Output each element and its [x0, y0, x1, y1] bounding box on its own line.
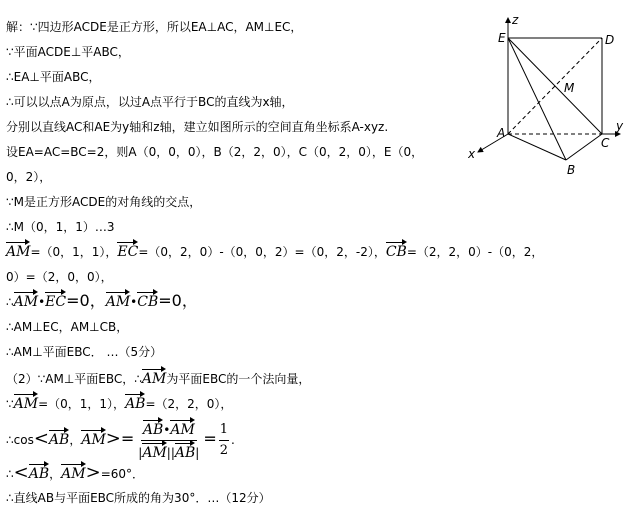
- line-4: ∴可以以点A为原点，以过A点平行于BC的直线为x轴，: [6, 95, 294, 109]
- equals-symbol: =: [120, 429, 135, 448]
- vector-ab: AB: [175, 441, 195, 460]
- label-x: x: [468, 147, 476, 161]
- line-18-result: =60°．: [100, 467, 145, 481]
- label-a: A: [497, 126, 506, 140]
- edge-eb: [508, 38, 566, 160]
- vector-ec: EC: [117, 240, 138, 259]
- line-13: ∴AM⊥EC，AM⊥CB，: [6, 320, 129, 334]
- line-10: [6, 240, 543, 260]
- line-12-therefore: ∴: [6, 295, 14, 309]
- line-12-result-a: =0，: [66, 291, 106, 310]
- line-18: [6, 462, 144, 482]
- vector-ab: AB: [29, 462, 49, 481]
- cosine-fraction: [136, 418, 201, 463]
- line-6: 设EA=AC=BC=2，则A（0，0，0），B（2，2，0），C（0，2，0），E（0，: [6, 145, 424, 159]
- vector-ab: AB: [125, 392, 145, 411]
- vector-am: AM: [170, 418, 194, 437]
- geometry-figure: [468, 12, 628, 192]
- comma-symbol: ，: [49, 467, 62, 481]
- line-15-part-b: 为平面EBC的一个法向量，: [166, 372, 311, 386]
- line-16-because: ∵: [6, 397, 14, 411]
- right-angle-bracket: >: [105, 428, 121, 449]
- vector-ec: EC: [45, 290, 66, 309]
- line-10-part-b: =（0，2，0）-（0，0，2）=（0，2，-2），: [138, 245, 386, 259]
- line-17-cos: ∴cos: [6, 433, 34, 447]
- label-y: y: [616, 119, 624, 133]
- line-10-part-a: =（0，1，1），: [30, 245, 118, 259]
- vector-am: AM: [14, 290, 38, 309]
- line-15: [6, 367, 310, 387]
- label-z: z: [512, 13, 519, 27]
- line-1: 解：∵四边形ACDE是正方形，所以EA⊥AC，AM⊥EC，: [6, 20, 303, 34]
- line-14: ∴AM⊥平面EBC． …（5分）: [6, 345, 163, 359]
- left-angle-bracket: <: [13, 462, 29, 483]
- vector-cb: CB: [386, 240, 407, 259]
- vector-am: AM: [106, 290, 130, 309]
- label-c: C: [601, 136, 610, 150]
- comma-symbol: ，: [69, 433, 82, 447]
- label-e: E: [498, 31, 506, 45]
- vector-am: AM: [142, 367, 166, 386]
- line-16-part-c: =（2，2，0），: [145, 397, 233, 411]
- edge-cb: [566, 134, 602, 160]
- right-angle-bracket: >: [85, 462, 101, 483]
- vector-ab: AB: [49, 428, 69, 447]
- line-19: ∴直线AB与平面EBC所成的角为30°．…（12分）: [6, 491, 271, 505]
- vector-am: AM: [142, 441, 166, 460]
- edge-ab: [508, 134, 566, 160]
- line-9: ∴M（0，1，1）…3: [6, 220, 115, 234]
- line-17: [6, 418, 235, 463]
- vector-cb: CB: [137, 290, 158, 309]
- vector-am: AM: [6, 240, 30, 259]
- one-half-fraction: [219, 420, 229, 461]
- vector-am: AM: [81, 428, 105, 447]
- vector-am: AM: [14, 392, 38, 411]
- line-12: [6, 290, 198, 310]
- equals-symbol: =: [203, 429, 217, 448]
- line-16-part-b: =（0，1，1），: [38, 397, 126, 411]
- line-10-part-c: =（2，2，0）-（0，2，: [406, 245, 544, 259]
- left-angle-bracket: <: [33, 428, 49, 449]
- dot-symbol: •: [38, 295, 46, 309]
- line-2: ∵平面ACDE⊥平ABC，: [6, 45, 130, 59]
- fraction-numerator: [141, 418, 197, 441]
- line-8: ∵M是正方形ACDE的对角线的交点，: [6, 195, 202, 209]
- line-15-part-a: （2）∵AM⊥平面EBC，∴: [6, 372, 142, 386]
- period-symbol: .: [231, 433, 235, 447]
- line-12-result-b: =0，: [158, 291, 198, 310]
- label-m: M: [564, 81, 575, 95]
- vector-am: AM: [61, 462, 85, 481]
- vector-ab: AB: [143, 418, 163, 437]
- line-16: [6, 392, 232, 412]
- line-5: 分别以直线AC和AE为y轴和z轴，建立如图所示的空间直角坐标系A-xyz.: [6, 120, 389, 134]
- half-numerator: 1: [219, 420, 229, 441]
- label-d: D: [605, 33, 615, 47]
- fraction-denominator: |AM||AB|: [136, 441, 201, 463]
- line-11: 0）=（2，0，0），: [6, 270, 113, 284]
- line-18-therefore: ∴: [6, 467, 14, 481]
- dot-symbol: •: [163, 423, 171, 437]
- half-denominator: 2: [219, 443, 229, 458]
- dot-symbol: •: [130, 295, 138, 309]
- line-3: ∴EA⊥平面ABC，: [6, 70, 101, 84]
- line-7: 0，2），: [6, 170, 52, 184]
- label-b: B: [567, 163, 576, 177]
